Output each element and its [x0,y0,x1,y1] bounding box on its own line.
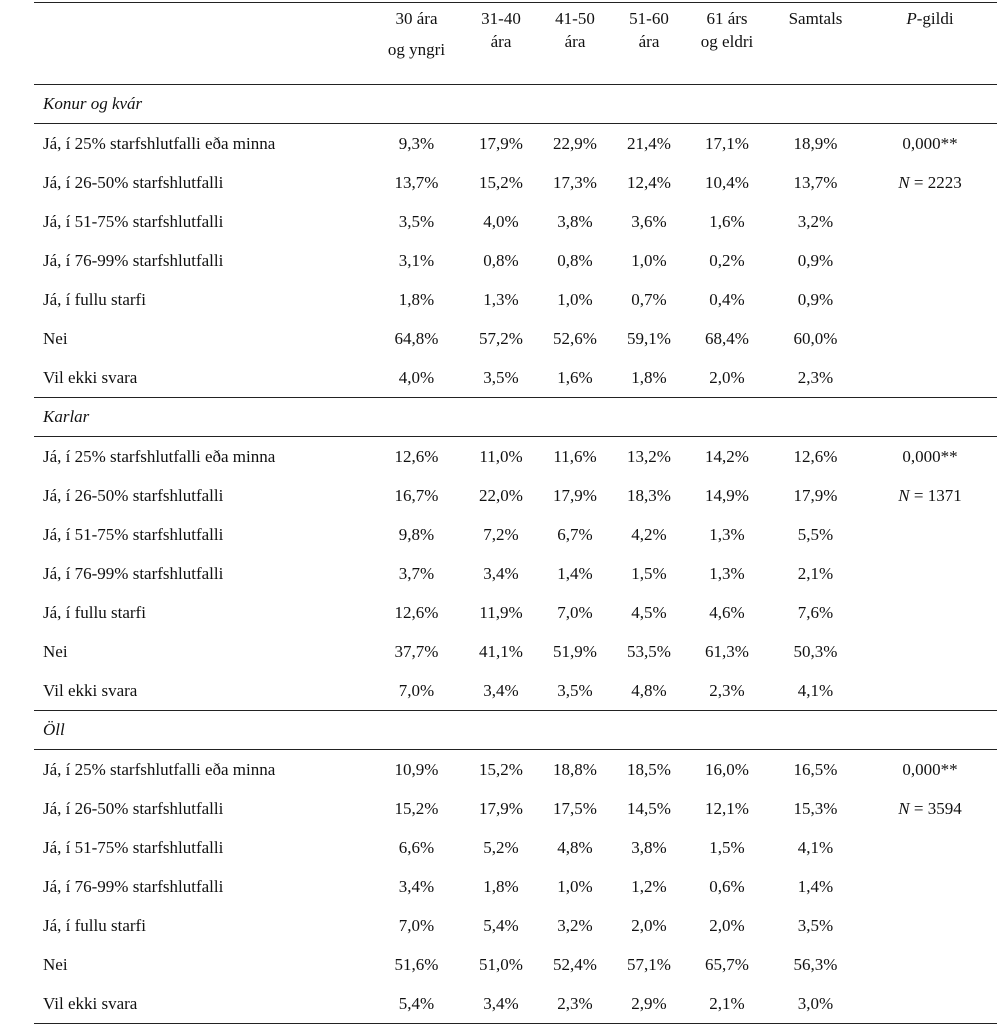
row-label: Já, í fullu starfi [43,602,146,622]
value-cell: 3,5% [398,211,435,231]
row-label: Vil ekki svara [34,984,369,1024]
header-line1: Samtals [788,9,843,28]
header-col-41-50 [538,3,612,85]
value-cell: 14,9% [705,485,749,505]
header-line1: 41-50 [555,9,595,28]
value-cell: 3,1% [398,250,435,270]
n-value: = 2223 [909,172,962,192]
value-cell: 1,8% [398,289,435,309]
value-cell: 4,1% [797,837,834,857]
header-col-61-plus [686,3,768,85]
p-value-cell [863,945,997,984]
data-table [34,2,997,1024]
value-cell: 0,7% [631,289,667,309]
value-cell: 3,4% [398,876,435,896]
n-symbol: N [898,485,910,505]
row-label: Já, í 26-50% starfshlutfalli [43,798,224,818]
value-cell: 0,9% [797,289,834,309]
value-cell: 9,3% [398,133,435,153]
value-cell: 13,2% [627,446,671,466]
row-label: Vil ekki svara [34,671,369,711]
value-cell: 64,8% [394,328,439,348]
value-cell: 1,8% [612,358,686,398]
value-cell: 12,4% [627,172,671,192]
header-label-cell [34,3,369,85]
header-line1: 31-40 [481,9,521,28]
value-cell: 57,1% [627,954,671,974]
row-label: Já, í fullu starfi [43,915,146,935]
value-cell: 0,2% [709,250,745,270]
row-label: Já, í fullu starfi [43,289,146,309]
value-cell: 3,2% [797,211,834,231]
row-label: Já, í 25% starfshlutfalli eða minna [43,759,276,779]
table-row [34,554,997,593]
group-header-row [34,711,997,750]
value-cell: 3,8% [631,837,667,857]
value-cell: 59,1% [627,328,671,348]
table-row [34,671,997,711]
p-value-cell [863,789,997,828]
p-value-cell [863,828,997,867]
p-value-cell [863,319,997,358]
value-cell: 52,4% [553,954,597,974]
value-cell: 2,9% [612,984,686,1024]
table-row [34,241,997,280]
value-cell: 2,1% [797,563,834,583]
row-label: Já, í 76-99% starfshlutfalli [43,563,224,583]
value-cell: 4,2% [631,524,667,544]
value-cell: 10,4% [705,172,749,192]
value-cell: 1,8% [483,876,519,896]
header-line2: og eldri [700,32,754,51]
value-cell: 17,9% [479,133,523,153]
value-cell: 14,2% [705,446,749,466]
n-value: = 3594 [909,798,962,818]
value-cell: 4,0% [369,358,464,398]
p-value-cell [863,476,997,515]
n-symbol: N [898,798,910,818]
table-row [34,280,997,319]
table-row [34,945,997,984]
value-cell: 15,2% [394,798,439,818]
value-cell: 0,6% [709,876,745,896]
value-cell: 3,8% [557,211,593,231]
value-cell: 5,5% [797,524,834,544]
header-line1: 51-60 [629,9,669,28]
row-label: Nei [43,328,68,348]
value-cell: 6,7% [557,524,593,544]
header-col-p-value [863,3,997,85]
header-col-under-30 [369,3,464,85]
value-cell: 68,4% [705,328,749,348]
row-label: Já, í 51-75% starfshlutfalli [43,211,224,231]
header-row [34,3,997,85]
value-cell: 1,3% [709,563,745,583]
value-cell: 17,5% [553,798,597,818]
table-row [34,906,997,945]
table-row [34,319,997,358]
header-col-31-40 [464,3,538,85]
p-value-cell [863,867,997,906]
value-cell: 14,5% [627,798,671,818]
table-row [34,476,997,515]
value-cell: 57,2% [479,328,523,348]
value-cell: 3,5% [797,915,834,935]
header-col-total [768,3,863,85]
value-cell: 2,3% [538,984,612,1024]
n-symbol: N [898,172,910,192]
value-cell: 1,0% [631,250,667,270]
value-cell: 2,1% [686,984,768,1024]
value-cell: 3,7% [398,563,435,583]
table-row [34,593,997,632]
value-cell: 22,0% [479,485,523,505]
table-body [34,85,997,1024]
value-cell: 12,6% [793,446,838,466]
row-label: Já, í 26-50% starfshlutfalli [43,172,224,192]
value-cell: 3,6% [631,211,667,231]
value-cell: 13,7% [394,172,439,192]
p-value-cell [863,984,997,1024]
value-cell: 1,6% [709,211,745,231]
header-line2: og yngri [387,40,446,59]
value-cell: 18,8% [553,759,597,779]
value-cell: 60,0% [793,328,838,348]
value-cell: 5,4% [483,915,519,935]
value-cell: 21,4% [627,133,671,153]
value-cell: 18,9% [793,133,838,153]
value-cell: 1,3% [709,524,745,544]
row-label: Nei [43,641,68,661]
value-cell: 15,3% [793,798,838,818]
table-row [34,789,997,828]
table-row [34,828,997,867]
table-row [34,515,997,554]
p-value-cell [863,593,997,632]
value-cell: 11,6% [553,446,597,466]
value-cell: 65,7% [705,954,749,974]
value-cell: 12,6% [394,446,439,466]
value-cell: 17,1% [705,133,749,153]
p-value-cell: 0,000** [902,446,958,466]
table-row [34,867,997,906]
value-cell: 18,3% [627,485,671,505]
value-cell: 1,6% [538,358,612,398]
value-cell: 0,9% [797,250,834,270]
value-cell: 51,0% [479,954,523,974]
value-cell: 11,9% [479,602,523,622]
table-row [34,358,997,398]
value-cell: 1,0% [557,289,593,309]
value-cell: 10,9% [394,759,439,779]
header-line2: ára [638,32,660,51]
value-cell: 2,0% [686,358,768,398]
value-cell: 0,4% [709,289,745,309]
value-cell: 15,2% [479,172,523,192]
value-cell: 1,5% [709,837,745,857]
value-cell: 2,3% [768,358,863,398]
value-cell: 1,0% [557,876,593,896]
table-row [34,632,997,671]
p-value-cell [863,163,997,202]
p-value-cell [863,241,997,280]
value-cell: 9,8% [398,524,435,544]
value-cell: 4,8% [612,671,686,711]
table-container [34,2,997,1024]
value-cell: 2,0% [631,915,667,935]
p-value-cell [863,906,997,945]
table-row [34,750,997,790]
value-cell: 7,0% [557,602,593,622]
p-value-cell [863,671,997,711]
table-row [34,163,997,202]
table-row [34,202,997,241]
value-cell: 5,4% [369,984,464,1024]
value-cell: 3,4% [464,984,538,1024]
value-cell: 50,3% [793,641,838,661]
value-cell: 7,6% [797,602,834,622]
value-cell: 7,0% [398,915,435,935]
header-line2: ára [490,32,512,51]
value-cell: 1,5% [631,563,667,583]
row-label: Já, í 76-99% starfshlutfalli [43,250,224,270]
value-cell: 7,2% [483,524,519,544]
p-value-cell [863,554,997,593]
row-label: Já, í 51-75% starfshlutfalli [43,837,224,857]
n-value: = 1371 [909,485,962,505]
row-label: Já, í 25% starfshlutfalli eða minna [43,133,276,153]
value-cell: 1,3% [483,289,519,309]
value-cell: 4,1% [768,671,863,711]
value-cell: 5,2% [483,837,519,857]
value-cell: 6,6% [398,837,435,857]
value-cell: 15,2% [479,759,523,779]
value-cell: 2,0% [709,915,745,935]
value-cell: 0,8% [557,250,593,270]
value-cell: 51,9% [553,641,597,661]
value-cell: 61,3% [705,641,749,661]
value-cell: 3,5% [538,671,612,711]
value-cell: 4,0% [483,211,519,231]
value-cell: 3,2% [557,915,593,935]
p-value-cell: 0,000** [902,133,958,153]
header-line2: ára [564,32,586,51]
value-cell: 13,7% [793,172,838,192]
table-row [34,984,997,1024]
value-cell: 11,0% [479,446,523,466]
value-cell: 18,5% [627,759,671,779]
value-cell: 2,3% [686,671,768,711]
value-cell: 3,0% [768,984,863,1024]
value-cell: 3,4% [464,671,538,711]
value-cell: 4,6% [709,602,745,622]
p-value-cell [863,358,997,398]
header-line1: 30 ára [395,9,438,28]
value-cell: 1,4% [797,876,834,896]
group-header-row [34,398,997,437]
header-p-suffix: -gildi [916,9,954,28]
p-value-cell: 0,000** [902,759,958,779]
value-cell: 16,5% [793,759,838,779]
value-cell: 16,0% [705,759,749,779]
value-cell: 12,1% [705,798,749,818]
value-cell: 4,5% [631,602,667,622]
row-label: Já, í 51-75% starfshlutfalli [43,524,224,544]
p-value-cell [863,202,997,241]
value-cell: 3,5% [464,358,538,398]
value-cell: 37,7% [394,641,439,661]
value-cell: 17,9% [793,485,838,505]
value-cell: 1,2% [631,876,667,896]
value-cell: 12,6% [394,602,439,622]
group-title: Öll [34,711,997,750]
row-label: Vil ekki svara [34,358,369,398]
table-row [34,437,997,477]
value-cell: 7,0% [369,671,464,711]
value-cell: 41,1% [479,641,523,661]
value-cell: 52,6% [553,328,597,348]
value-cell: 51,6% [394,954,439,974]
row-label: Já, í 26-50% starfshlutfalli [43,485,224,505]
value-cell: 1,4% [557,563,593,583]
group-title: Konur og kvár [34,85,997,124]
p-value-cell [863,280,997,319]
header-p-symbol: P [906,9,917,28]
group-title: Karlar [34,398,997,437]
value-cell: 22,9% [553,133,597,153]
value-cell: 3,4% [483,563,519,583]
value-cell: 16,7% [394,485,439,505]
row-label: Já, í 76-99% starfshlutfalli [43,876,224,896]
value-cell: 0,8% [483,250,519,270]
value-cell: 4,8% [557,837,593,857]
header-line1: 61 árs [706,9,748,28]
value-cell: 17,9% [479,798,523,818]
value-cell: 17,9% [553,485,597,505]
group-header-row [34,85,997,124]
row-label: Nei [43,954,68,974]
value-cell: 56,3% [793,954,838,974]
header-col-51-60 [612,3,686,85]
value-cell: 17,3% [553,172,597,192]
table-row [34,124,997,164]
p-value-cell [863,632,997,671]
p-value-cell [863,515,997,554]
row-label: Já, í 25% starfshlutfalli eða minna [43,446,276,466]
value-cell: 53,5% [627,641,671,661]
